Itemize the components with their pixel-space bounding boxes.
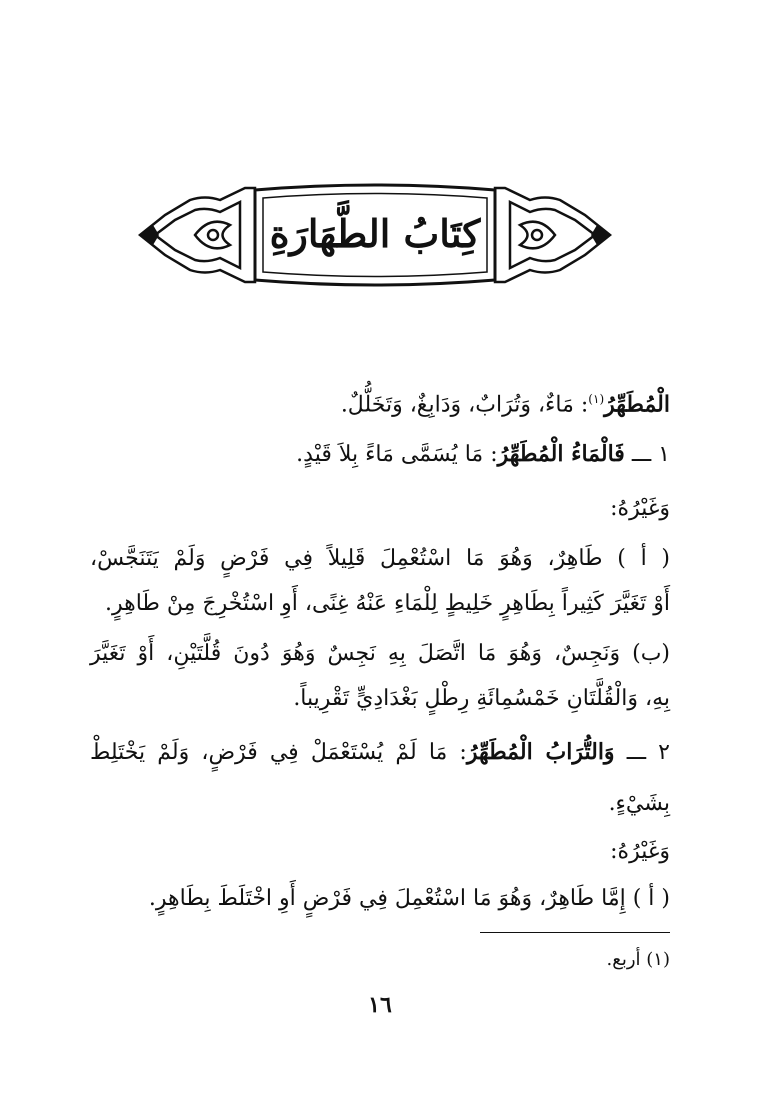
- page-number: ١٦: [368, 992, 392, 1018]
- text-line-9: بِشَيْءٍ.: [608, 791, 670, 816]
- text-line-11: ( أ ) إِمَّا طَاهِرٌ، وَهُوَ مَا اسْتُعْمِلَ فِي فَرْضٍ أَوِ اخْتَلَطَ بِطَاهِرٍ.: [148, 886, 670, 911]
- text-line-4: ( أ ) طَاهِرٌ، وَهُوَ مَا اسْتُعْمِلَ قَلِيلاً فِي فَرْضٍ وَلَمْ يَتَنَجَّسْ،: [90, 546, 670, 571]
- term-soil: وَالتُّرَابُ الْمُطَهِّرُ: [466, 739, 615, 765]
- text-line-6: (ب) وَنَجِسٌ، وَهُوَ مَا اتَّصَلَ بِهِ نَجِسٌ وَهُوَ دُونَ قُلَّتَيْنِ، أَوْ تَغَيَّرَ: [90, 641, 670, 666]
- chapter-title-banner: [135, 180, 615, 290]
- chapter-title: كِتَابُ الطَّهَارَةِ: [269, 210, 481, 256]
- text-line-5: أَوْ تَغَيَّرَ كَثِيراً بِطَاهِرٍ خَلِيطٍ لِلْمَاءِ عَنْهُ غِنًى، أَوِ اسْتُخْرِجَ مِنْ طَاهِرٍ.: [104, 591, 670, 616]
- term-water: فَالْمَاءُ الْمُطَهِّرُ: [497, 441, 625, 467]
- text-line-2: [90, 435, 670, 474]
- footnote: (١) أربع.: [606, 949, 670, 970]
- text-segment: : مَاءٌ، وَتُرَابٌ، وَدَابِغٌ، وَتَخَلُّلٌ.: [340, 392, 589, 418]
- text-line-1: [90, 380, 670, 424]
- text-line-7: بِهِ، وَالْقُلَّتَانِ خَمْسُمِائَةِ رِطْلٍ بَغْدَادِيٍّ تَقْرِيباً.: [293, 686, 670, 711]
- term-mutahhir: الْمُطَهِّرُ: [604, 391, 670, 418]
- text-line-8: [90, 733, 670, 772]
- item-number: ٢ ـــ: [626, 740, 670, 765]
- text-line-10: وَغَيْرُهُ:: [610, 839, 670, 864]
- text-segment: : مَا لَمْ يُسْتَعْمَلْ فِي فَرْضٍ، وَلَمْ يَخْتَلِطْ: [90, 740, 467, 765]
- item-number: ١ ـــ: [631, 442, 670, 467]
- footnote-ref: (١): [588, 392, 605, 406]
- text-segment: : مَا يُسَمَّى مَاءً بِلاَ قَيْدٍ.: [296, 442, 498, 467]
- footnote-divider: [480, 932, 670, 933]
- text-line-3: وَغَيْرُهُ:: [610, 496, 670, 521]
